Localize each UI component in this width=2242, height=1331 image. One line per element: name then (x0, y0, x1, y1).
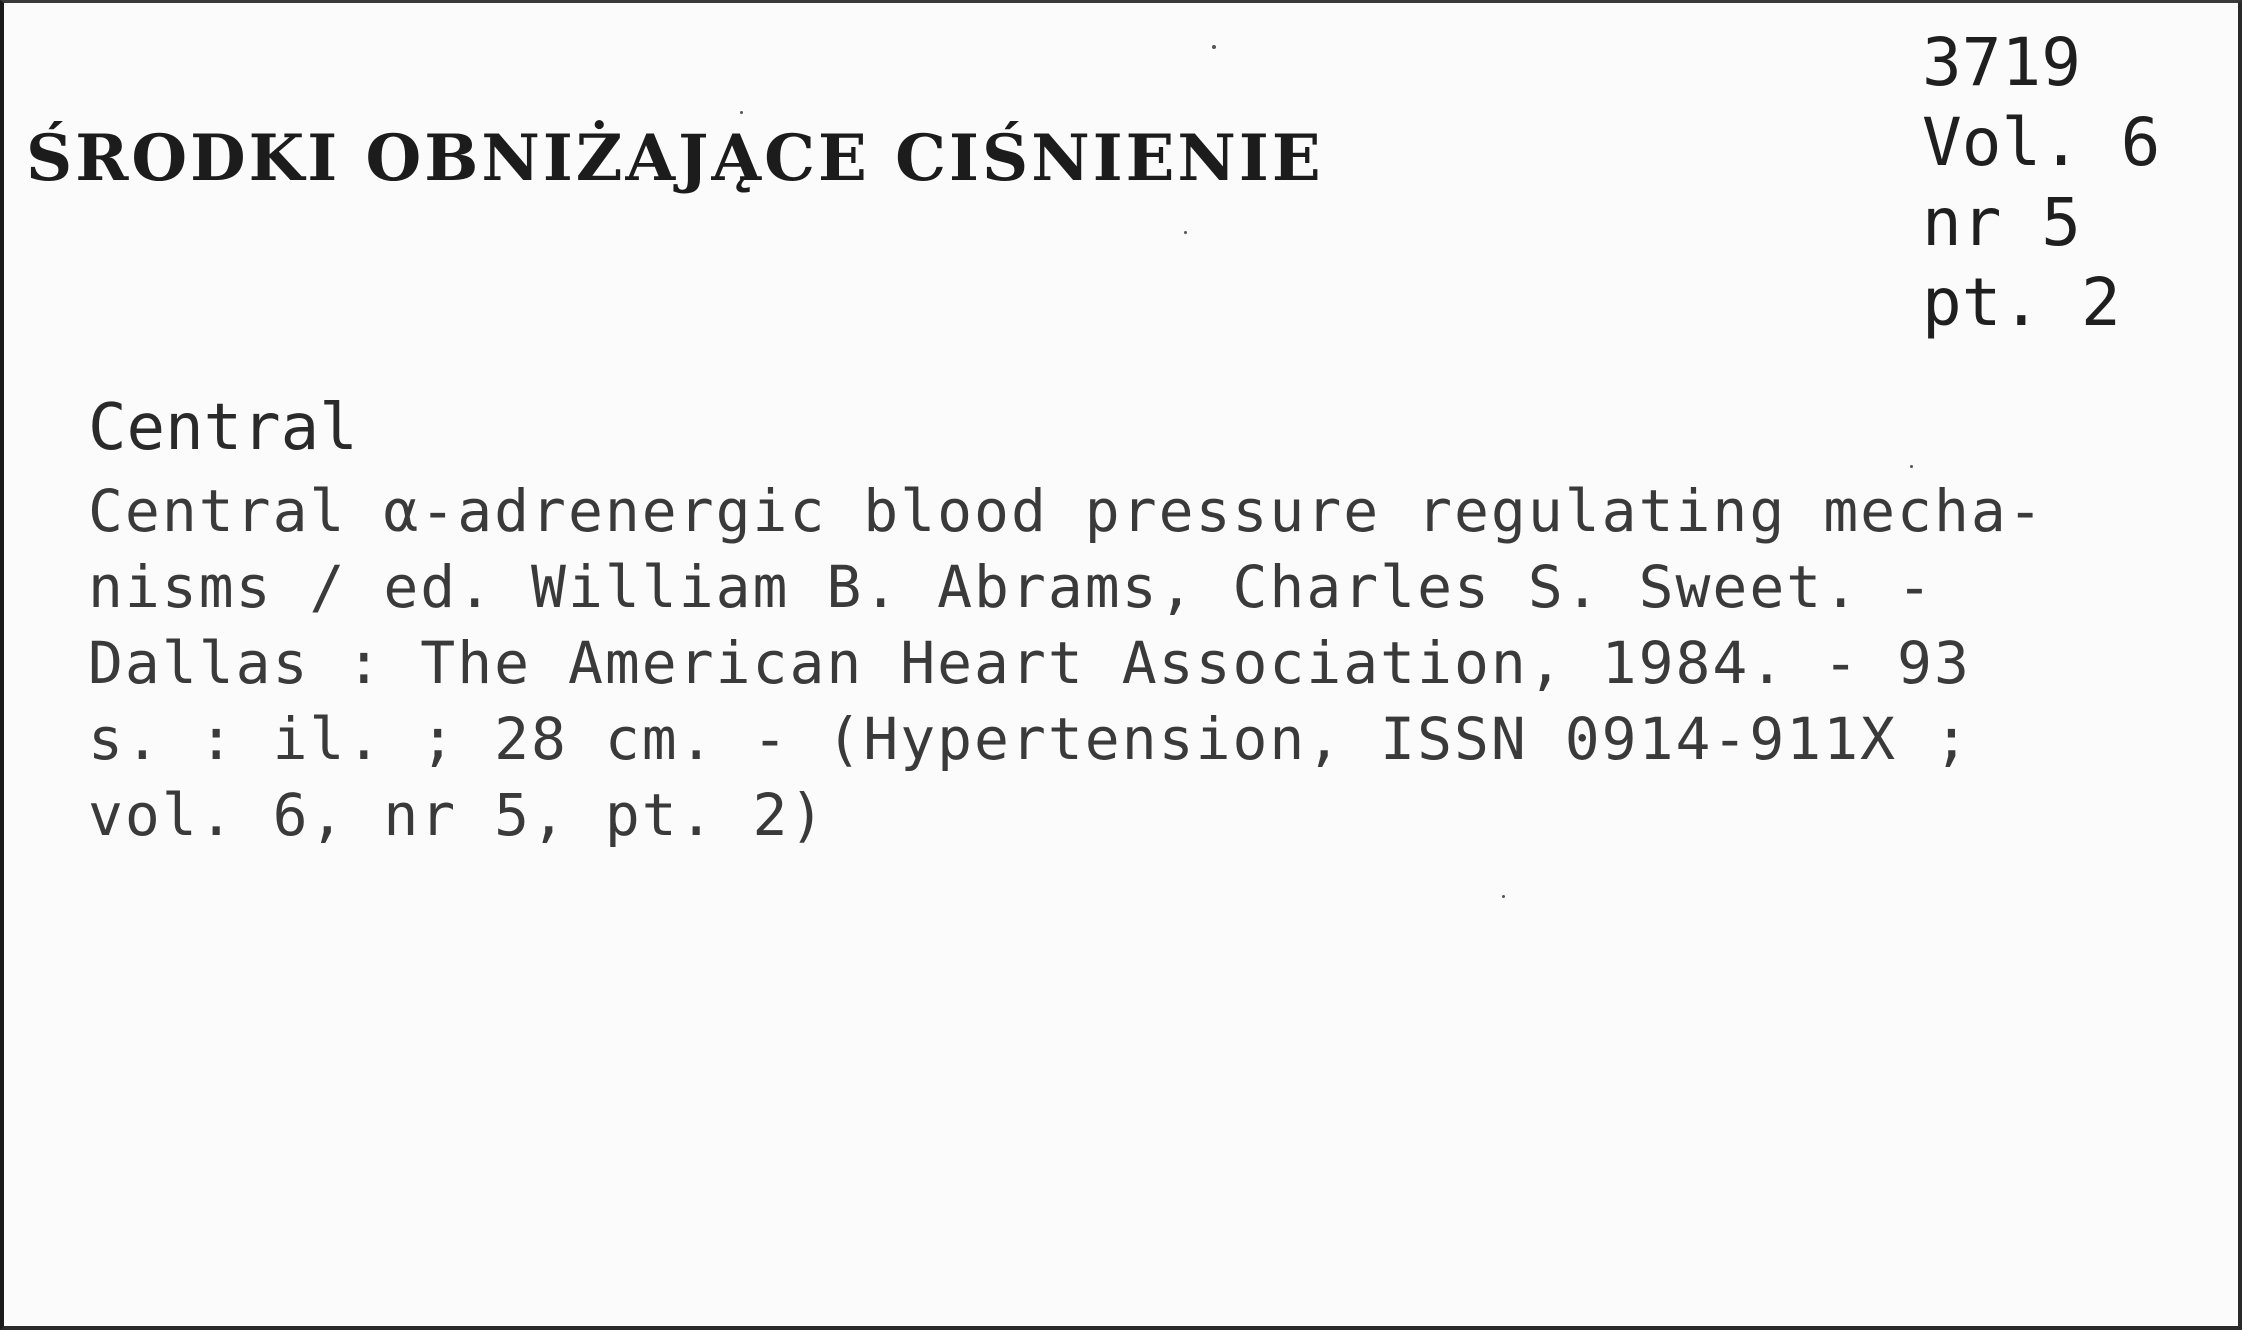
filing-word: Central (88, 391, 358, 465)
description-line: Dallas : The American Heart Association, 1984. - 93 (88, 629, 1971, 697)
scan-speck (1910, 465, 1913, 468)
bibliographic-description (88, 473, 2045, 853)
call-number-line: Vol. 6 (1922, 104, 2161, 181)
description-line: Central α-adrenergic blood pressure regulating mecha- (88, 477, 2045, 545)
call-number-line: 3719 (1922, 24, 2081, 101)
subject-heading: ŚRODKI OBNIŻAJĄCE CIŚNIENIE (26, 121, 1324, 196)
description-line: nisms / ed. William B. Abrams, Charles S. Sweet. - (88, 553, 1934, 621)
scan-speck (1184, 231, 1187, 234)
call-number-line: pt. 2 (1922, 264, 2121, 341)
scan-speck (740, 111, 743, 114)
description-line: s. : il. ; 28 cm. - (Hypertension, ISSN 0914-911X ; (88, 705, 1971, 773)
call-number (1922, 23, 2160, 343)
scan-speck (1212, 45, 1216, 49)
scan-speck (1502, 895, 1505, 898)
call-number-line: nr 5 (1922, 184, 2081, 261)
description-line: vol. 6, nr 5, pt. 2) (88, 781, 827, 849)
